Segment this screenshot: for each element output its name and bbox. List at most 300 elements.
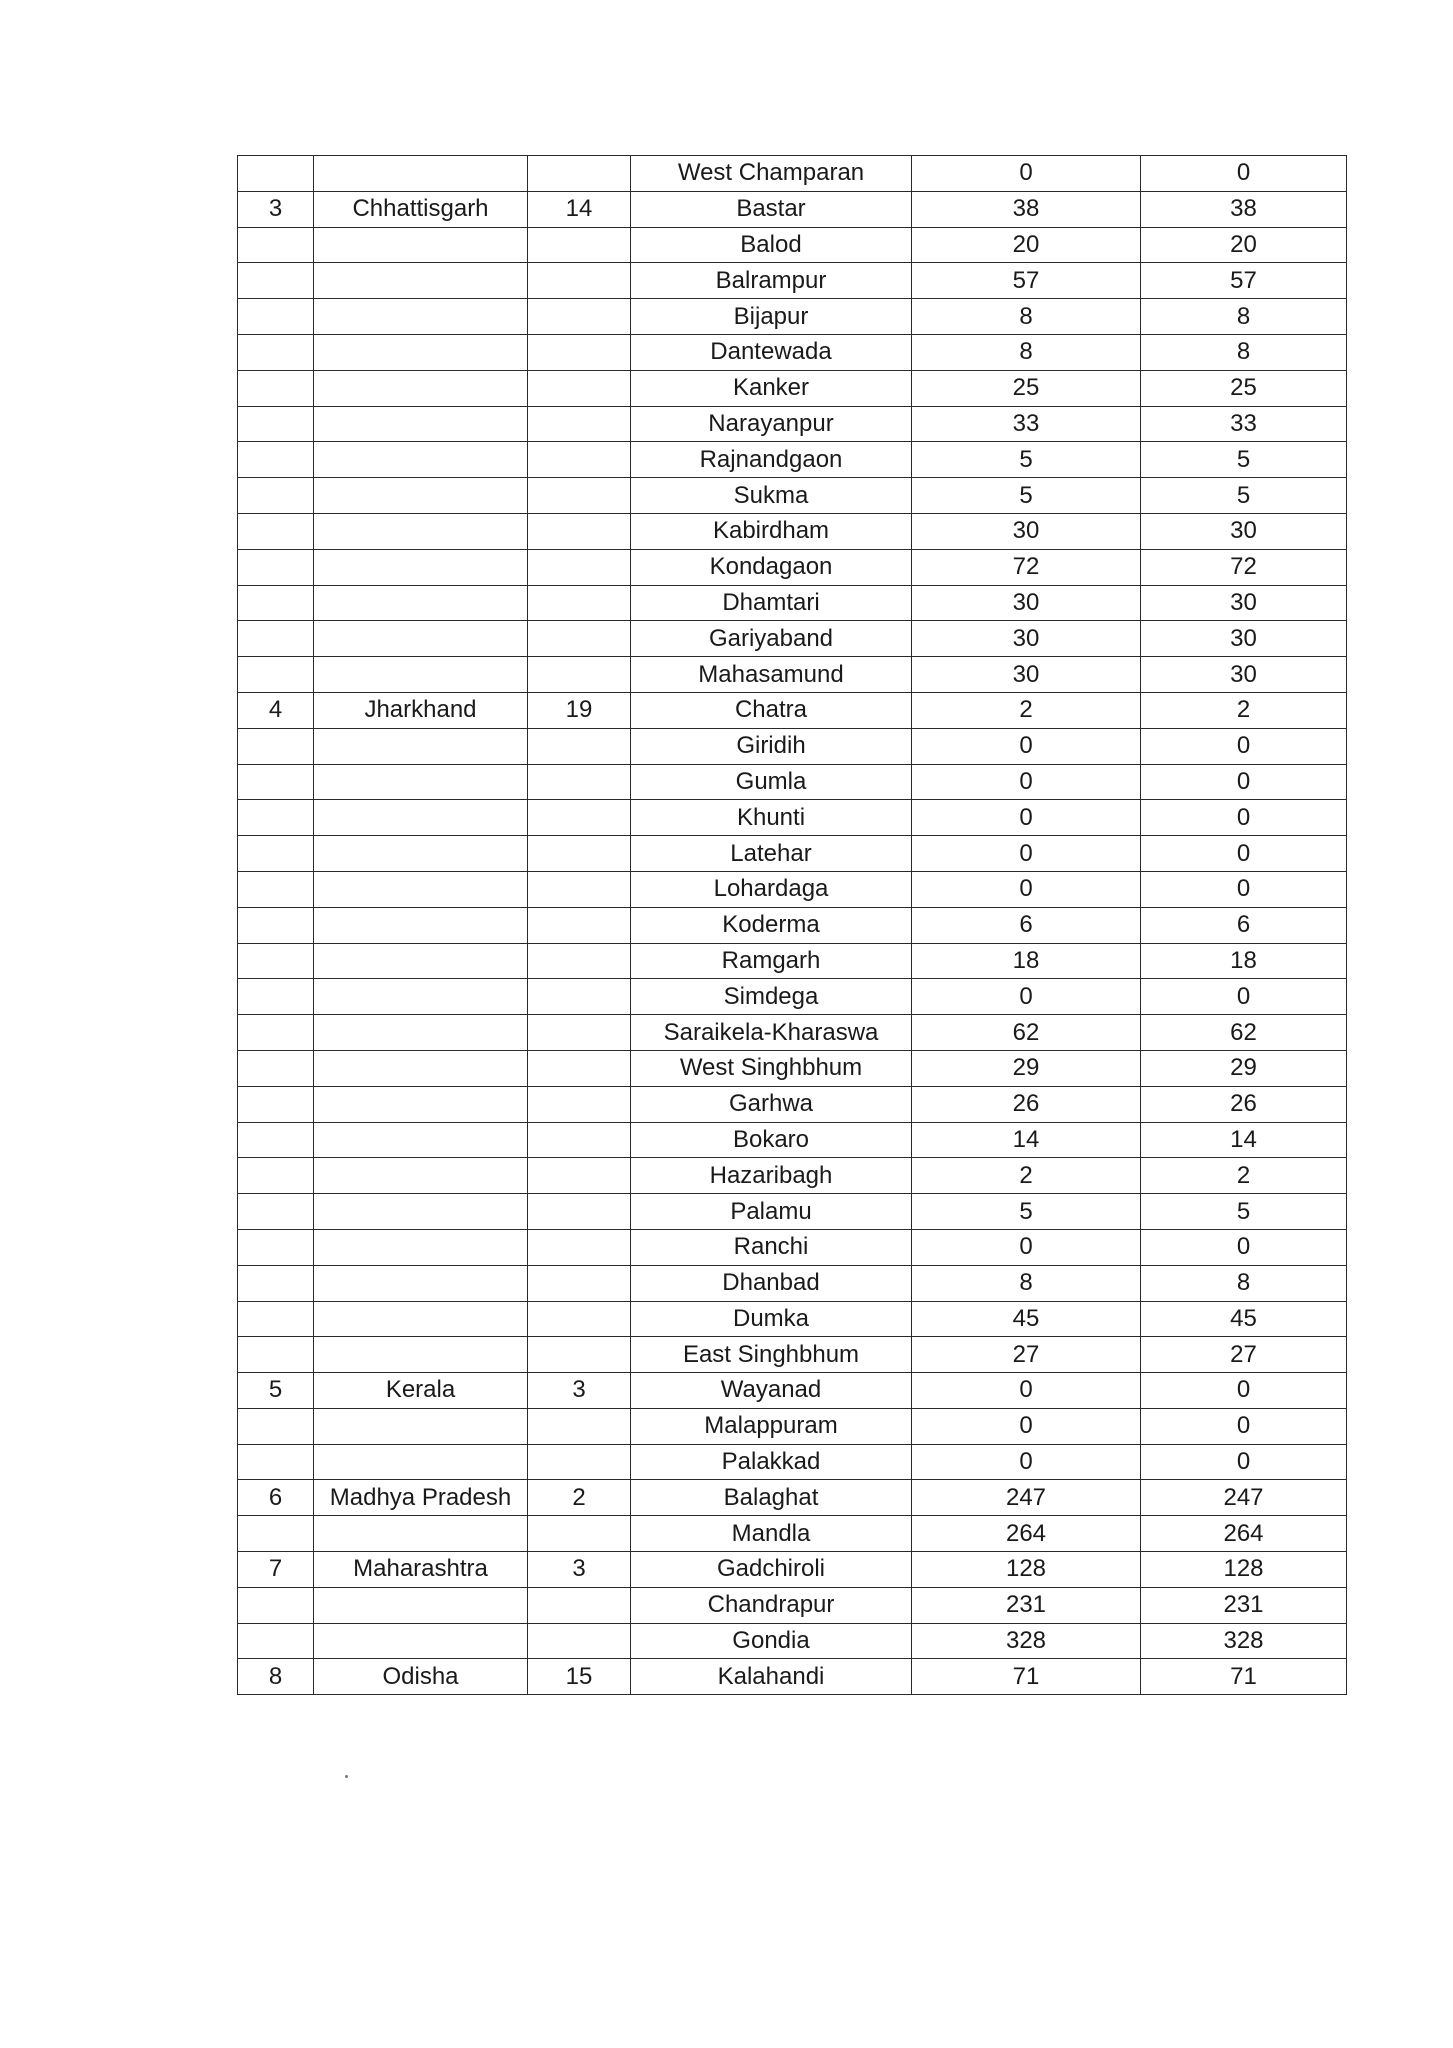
value-1-cell: 0 xyxy=(912,1408,1141,1444)
district-count-cell xyxy=(528,1015,631,1051)
district-name-cell: Wayanad xyxy=(631,1373,912,1409)
serial-number-cell xyxy=(238,907,314,943)
district-count-cell xyxy=(528,442,631,478)
district-count-cell xyxy=(528,299,631,335)
table-row xyxy=(238,1552,1347,1588)
value-2-cell: 26 xyxy=(1141,1086,1347,1122)
state-cell: Jharkhand xyxy=(314,692,528,728)
value-2-cell: 30 xyxy=(1141,585,1347,621)
serial-number-cell: 7 xyxy=(238,1552,314,1588)
state-cell xyxy=(314,907,528,943)
district-count-cell xyxy=(528,836,631,872)
state-cell xyxy=(314,370,528,406)
serial-number-cell xyxy=(238,979,314,1015)
serial-number-cell xyxy=(238,1122,314,1158)
value-1-cell: 8 xyxy=(912,1265,1141,1301)
district-name-cell: Kabirdham xyxy=(631,513,912,549)
value-1-cell: 231 xyxy=(912,1587,1141,1623)
district-count-cell xyxy=(528,871,631,907)
value-2-cell: 0 xyxy=(1141,156,1347,192)
value-2-cell: 14 xyxy=(1141,1122,1347,1158)
value-2-cell: 72 xyxy=(1141,549,1347,585)
district-count-cell: 2 xyxy=(528,1480,631,1516)
district-name-cell: Latehar xyxy=(631,836,912,872)
district-count-cell xyxy=(528,1444,631,1480)
district-name-cell: Gadchiroli xyxy=(631,1552,912,1588)
value-1-cell: 14 xyxy=(912,1122,1141,1158)
value-1-cell: 62 xyxy=(912,1015,1141,1051)
serial-number-cell xyxy=(238,156,314,192)
table-row xyxy=(238,1265,1347,1301)
table-row xyxy=(238,1373,1347,1409)
value-2-cell: 247 xyxy=(1141,1480,1347,1516)
district-name-cell: Narayanpur xyxy=(631,406,912,442)
state-cell: Maharashtra xyxy=(314,1552,528,1588)
value-1-cell: 5 xyxy=(912,1194,1141,1230)
value-1-cell: 57 xyxy=(912,263,1141,299)
table-row xyxy=(238,979,1347,1015)
serial-number-cell xyxy=(238,478,314,514)
value-2-cell: 33 xyxy=(1141,406,1347,442)
value-2-cell: 30 xyxy=(1141,657,1347,693)
table-row xyxy=(238,406,1347,442)
serial-number-cell xyxy=(238,585,314,621)
district-name-cell: West Champaran xyxy=(631,156,912,192)
value-1-cell: 71 xyxy=(912,1659,1141,1695)
district-name-cell: Gumla xyxy=(631,764,912,800)
table-row xyxy=(238,370,1347,406)
serial-number-cell: 4 xyxy=(238,692,314,728)
value-1-cell: 0 xyxy=(912,1229,1141,1265)
value-1-cell: 0 xyxy=(912,979,1141,1015)
value-2-cell: 231 xyxy=(1141,1587,1347,1623)
district-count-cell xyxy=(528,621,631,657)
value-1-cell: 128 xyxy=(912,1552,1141,1588)
district-count-cell xyxy=(528,406,631,442)
table-row xyxy=(238,1623,1347,1659)
serial-number-cell xyxy=(238,1587,314,1623)
value-1-cell: 29 xyxy=(912,1050,1141,1086)
district-table xyxy=(237,155,1347,1695)
district-name-cell: Chandrapur xyxy=(631,1587,912,1623)
serial-number-cell xyxy=(238,943,314,979)
district-count-cell xyxy=(528,1301,631,1337)
value-1-cell: 0 xyxy=(912,728,1141,764)
district-count-cell xyxy=(528,334,631,370)
district-name-cell: Bastar xyxy=(631,191,912,227)
scan-speck xyxy=(345,1775,348,1778)
district-name-cell: Dantewada xyxy=(631,334,912,370)
table-row xyxy=(238,334,1347,370)
district-name-cell: Dhanbad xyxy=(631,1265,912,1301)
state-cell xyxy=(314,1194,528,1230)
state-cell xyxy=(314,1301,528,1337)
table-row xyxy=(238,1158,1347,1194)
district-name-cell: Bokaro xyxy=(631,1122,912,1158)
state-cell xyxy=(314,800,528,836)
serial-number-cell xyxy=(238,227,314,263)
table-row xyxy=(238,478,1347,514)
district-name-cell: Balaghat xyxy=(631,1480,912,1516)
state-cell: Odisha xyxy=(314,1659,528,1695)
state-cell xyxy=(314,227,528,263)
table-row xyxy=(238,1301,1347,1337)
state-cell xyxy=(314,1122,528,1158)
state-cell xyxy=(314,513,528,549)
district-count-cell xyxy=(528,1408,631,1444)
value-1-cell: 328 xyxy=(912,1623,1141,1659)
table-row xyxy=(238,227,1347,263)
district-name-cell: Giridih xyxy=(631,728,912,764)
table-row xyxy=(238,943,1347,979)
district-name-cell: Lohardaga xyxy=(631,871,912,907)
table-row xyxy=(238,513,1347,549)
value-1-cell: 38 xyxy=(912,191,1141,227)
district-count-cell xyxy=(528,943,631,979)
district-name-cell: Kondagaon xyxy=(631,549,912,585)
district-count-cell xyxy=(528,1194,631,1230)
value-2-cell: 29 xyxy=(1141,1050,1347,1086)
serial-number-cell xyxy=(238,1086,314,1122)
value-1-cell: 0 xyxy=(912,800,1141,836)
state-cell xyxy=(314,156,528,192)
value-2-cell: 8 xyxy=(1141,334,1347,370)
state-cell xyxy=(314,871,528,907)
table-row xyxy=(238,1480,1347,1516)
value-2-cell: 0 xyxy=(1141,764,1347,800)
state-cell xyxy=(314,1408,528,1444)
district-count-cell xyxy=(528,1337,631,1373)
value-2-cell: 62 xyxy=(1141,1015,1347,1051)
table-row xyxy=(238,692,1347,728)
serial-number-cell xyxy=(238,406,314,442)
district-name-cell: Simdega xyxy=(631,979,912,1015)
value-1-cell: 247 xyxy=(912,1480,1141,1516)
serial-number-cell xyxy=(238,728,314,764)
table-row xyxy=(238,1086,1347,1122)
state-cell: Madhya Pradesh xyxy=(314,1480,528,1516)
state-cell xyxy=(314,657,528,693)
district-name-cell: Saraikela-Kharaswa xyxy=(631,1015,912,1051)
value-1-cell: 0 xyxy=(912,156,1141,192)
district-name-cell: Ranchi xyxy=(631,1229,912,1265)
state-cell xyxy=(314,1229,528,1265)
value-1-cell: 0 xyxy=(912,1444,1141,1480)
value-1-cell: 0 xyxy=(912,1373,1141,1409)
district-count-cell: 3 xyxy=(528,1552,631,1588)
table-row xyxy=(238,800,1347,836)
state-cell xyxy=(314,1086,528,1122)
state-cell: Kerala xyxy=(314,1373,528,1409)
district-name-cell: Garhwa xyxy=(631,1086,912,1122)
district-count-cell: 19 xyxy=(528,692,631,728)
value-1-cell: 33 xyxy=(912,406,1141,442)
value-1-cell: 30 xyxy=(912,621,1141,657)
serial-number-cell xyxy=(238,1444,314,1480)
value-1-cell: 8 xyxy=(912,299,1141,335)
value-2-cell: 25 xyxy=(1141,370,1347,406)
value-2-cell: 0 xyxy=(1141,836,1347,872)
district-name-cell: Koderma xyxy=(631,907,912,943)
value-2-cell: 328 xyxy=(1141,1623,1347,1659)
district-count-cell xyxy=(528,585,631,621)
value-1-cell: 2 xyxy=(912,692,1141,728)
value-1-cell: 18 xyxy=(912,943,1141,979)
state-cell xyxy=(314,979,528,1015)
district-name-cell: Rajnandgaon xyxy=(631,442,912,478)
serial-number-cell xyxy=(238,299,314,335)
table-row xyxy=(238,442,1347,478)
serial-number-cell xyxy=(238,1158,314,1194)
value-1-cell: 30 xyxy=(912,657,1141,693)
value-2-cell: 6 xyxy=(1141,907,1347,943)
serial-number-cell xyxy=(238,621,314,657)
serial-number-cell xyxy=(238,657,314,693)
district-name-cell: Kanker xyxy=(631,370,912,406)
serial-number-cell: 6 xyxy=(238,1480,314,1516)
serial-number-cell xyxy=(238,1015,314,1051)
value-2-cell: 128 xyxy=(1141,1552,1347,1588)
value-2-cell: 38 xyxy=(1141,191,1347,227)
table-row xyxy=(238,1516,1347,1552)
state-cell xyxy=(314,299,528,335)
serial-number-cell xyxy=(238,1623,314,1659)
district-name-cell: Malappuram xyxy=(631,1408,912,1444)
value-1-cell: 25 xyxy=(912,370,1141,406)
state-cell xyxy=(314,1444,528,1480)
district-count-cell xyxy=(528,478,631,514)
table-row xyxy=(238,1408,1347,1444)
value-1-cell: 26 xyxy=(912,1086,1141,1122)
table-row xyxy=(238,1337,1347,1373)
serial-number-cell xyxy=(238,549,314,585)
serial-number-cell: 8 xyxy=(238,1659,314,1695)
district-count-cell xyxy=(528,728,631,764)
value-2-cell: 0 xyxy=(1141,728,1347,764)
state-cell xyxy=(314,1587,528,1623)
value-1-cell: 8 xyxy=(912,334,1141,370)
state-cell xyxy=(314,549,528,585)
district-name-cell: Mahasamund xyxy=(631,657,912,693)
value-2-cell: 264 xyxy=(1141,1516,1347,1552)
state-cell xyxy=(314,585,528,621)
serial-number-cell xyxy=(238,836,314,872)
district-name-cell: Dhamtari xyxy=(631,585,912,621)
state-cell xyxy=(314,1516,528,1552)
value-2-cell: 27 xyxy=(1141,1337,1347,1373)
serial-number-cell xyxy=(238,334,314,370)
value-2-cell: 0 xyxy=(1141,800,1347,836)
value-2-cell: 18 xyxy=(1141,943,1347,979)
value-1-cell: 0 xyxy=(912,764,1141,800)
serial-number-cell xyxy=(238,1301,314,1337)
state-cell xyxy=(314,406,528,442)
district-name-cell: Gondia xyxy=(631,1623,912,1659)
value-2-cell: 5 xyxy=(1141,478,1347,514)
table-row xyxy=(238,263,1347,299)
value-2-cell: 8 xyxy=(1141,1265,1347,1301)
district-count-cell xyxy=(528,1086,631,1122)
state-cell xyxy=(314,764,528,800)
district-count-cell xyxy=(528,800,631,836)
table-row xyxy=(238,1050,1347,1086)
district-count-cell xyxy=(528,513,631,549)
serial-number-cell xyxy=(238,1408,314,1444)
value-1-cell: 264 xyxy=(912,1516,1141,1552)
district-table-body xyxy=(238,156,1347,1695)
table-row xyxy=(238,836,1347,872)
district-count-cell xyxy=(528,907,631,943)
value-1-cell: 20 xyxy=(912,227,1141,263)
serial-number-cell xyxy=(238,1337,314,1373)
district-name-cell: Palakkad xyxy=(631,1444,912,1480)
district-name-cell: Hazaribagh xyxy=(631,1158,912,1194)
district-count-cell xyxy=(528,764,631,800)
serial-number-cell xyxy=(238,370,314,406)
serial-number-cell xyxy=(238,871,314,907)
value-1-cell: 5 xyxy=(912,478,1141,514)
district-name-cell: Bijapur xyxy=(631,299,912,335)
serial-number-cell xyxy=(238,1516,314,1552)
state-cell xyxy=(314,1015,528,1051)
district-name-cell: West Singhbhum xyxy=(631,1050,912,1086)
district-name-cell: East Singhbhum xyxy=(631,1337,912,1373)
district-name-cell: Dumka xyxy=(631,1301,912,1337)
value-2-cell: 30 xyxy=(1141,513,1347,549)
serial-number-cell xyxy=(238,513,314,549)
district-name-cell: Balod xyxy=(631,227,912,263)
table-row xyxy=(238,1587,1347,1623)
state-cell: Chhattisgarh xyxy=(314,191,528,227)
value-2-cell: 0 xyxy=(1141,1373,1347,1409)
district-count-cell: 14 xyxy=(528,191,631,227)
table-row xyxy=(238,156,1347,192)
table-row xyxy=(238,585,1347,621)
district-count-cell xyxy=(528,227,631,263)
state-cell xyxy=(314,836,528,872)
value-2-cell: 0 xyxy=(1141,1444,1347,1480)
serial-number-cell xyxy=(238,1050,314,1086)
serial-number-cell xyxy=(238,800,314,836)
value-2-cell: 2 xyxy=(1141,692,1347,728)
table-row xyxy=(238,871,1347,907)
district-count-cell: 3 xyxy=(528,1373,631,1409)
value-2-cell: 45 xyxy=(1141,1301,1347,1337)
state-cell xyxy=(314,1337,528,1373)
value-2-cell: 5 xyxy=(1141,442,1347,478)
district-count-cell xyxy=(528,1516,631,1552)
table-row xyxy=(238,1194,1347,1230)
value-2-cell: 0 xyxy=(1141,1229,1347,1265)
value-2-cell: 71 xyxy=(1141,1659,1347,1695)
district-count-cell xyxy=(528,156,631,192)
serial-number-cell xyxy=(238,263,314,299)
district-count-cell xyxy=(528,263,631,299)
state-cell xyxy=(314,1050,528,1086)
state-cell xyxy=(314,621,528,657)
table-row xyxy=(238,1659,1347,1695)
value-1-cell: 6 xyxy=(912,907,1141,943)
state-cell xyxy=(314,728,528,764)
district-name-cell: Palamu xyxy=(631,1194,912,1230)
value-2-cell: 5 xyxy=(1141,1194,1347,1230)
district-count-cell: 15 xyxy=(528,1659,631,1695)
table-row xyxy=(238,621,1347,657)
value-2-cell: 8 xyxy=(1141,299,1347,335)
serial-number-cell xyxy=(238,1265,314,1301)
value-1-cell: 30 xyxy=(912,585,1141,621)
district-count-cell xyxy=(528,1623,631,1659)
district-count-cell xyxy=(528,1265,631,1301)
value-1-cell: 27 xyxy=(912,1337,1141,1373)
serial-number-cell xyxy=(238,442,314,478)
value-1-cell: 72 xyxy=(912,549,1141,585)
district-count-cell xyxy=(528,1229,631,1265)
value-1-cell: 30 xyxy=(912,513,1141,549)
value-1-cell: 2 xyxy=(912,1158,1141,1194)
table-row xyxy=(238,1229,1347,1265)
district-name-cell: Chatra xyxy=(631,692,912,728)
state-cell xyxy=(314,943,528,979)
district-count-cell xyxy=(528,979,631,1015)
district-name-cell: Balrampur xyxy=(631,263,912,299)
serial-number-cell xyxy=(238,764,314,800)
table-row xyxy=(238,728,1347,764)
table-row xyxy=(238,764,1347,800)
state-cell xyxy=(314,334,528,370)
state-cell xyxy=(314,1158,528,1194)
value-2-cell: 57 xyxy=(1141,263,1347,299)
district-name-cell: Ramgarh xyxy=(631,943,912,979)
serial-number-cell: 3 xyxy=(238,191,314,227)
value-1-cell: 0 xyxy=(912,871,1141,907)
table-row xyxy=(238,549,1347,585)
state-cell xyxy=(314,1623,528,1659)
state-cell xyxy=(314,478,528,514)
district-name-cell: Sukma xyxy=(631,478,912,514)
district-count-cell xyxy=(528,1050,631,1086)
district-count-cell xyxy=(528,549,631,585)
district-name-cell: Gariyaband xyxy=(631,621,912,657)
district-name-cell: Mandla xyxy=(631,1516,912,1552)
district-count-cell xyxy=(528,370,631,406)
value-1-cell: 45 xyxy=(912,1301,1141,1337)
value-1-cell: 5 xyxy=(912,442,1141,478)
district-name-cell: Kalahandi xyxy=(631,1659,912,1695)
state-cell xyxy=(314,1265,528,1301)
serial-number-cell xyxy=(238,1229,314,1265)
table-row xyxy=(238,657,1347,693)
value-2-cell: 0 xyxy=(1141,871,1347,907)
table-row xyxy=(238,1444,1347,1480)
value-2-cell: 20 xyxy=(1141,227,1347,263)
serial-number-cell xyxy=(238,1194,314,1230)
table-row xyxy=(238,1122,1347,1158)
district-count-cell xyxy=(528,657,631,693)
district-count-cell xyxy=(528,1158,631,1194)
state-cell xyxy=(314,442,528,478)
value-2-cell: 2 xyxy=(1141,1158,1347,1194)
district-name-cell: Khunti xyxy=(631,800,912,836)
table-row xyxy=(238,1015,1347,1051)
table-row xyxy=(238,907,1347,943)
state-cell xyxy=(314,263,528,299)
serial-number-cell: 5 xyxy=(238,1373,314,1409)
table-row xyxy=(238,299,1347,335)
value-2-cell: 30 xyxy=(1141,621,1347,657)
value-2-cell: 0 xyxy=(1141,1408,1347,1444)
district-count-cell xyxy=(528,1587,631,1623)
